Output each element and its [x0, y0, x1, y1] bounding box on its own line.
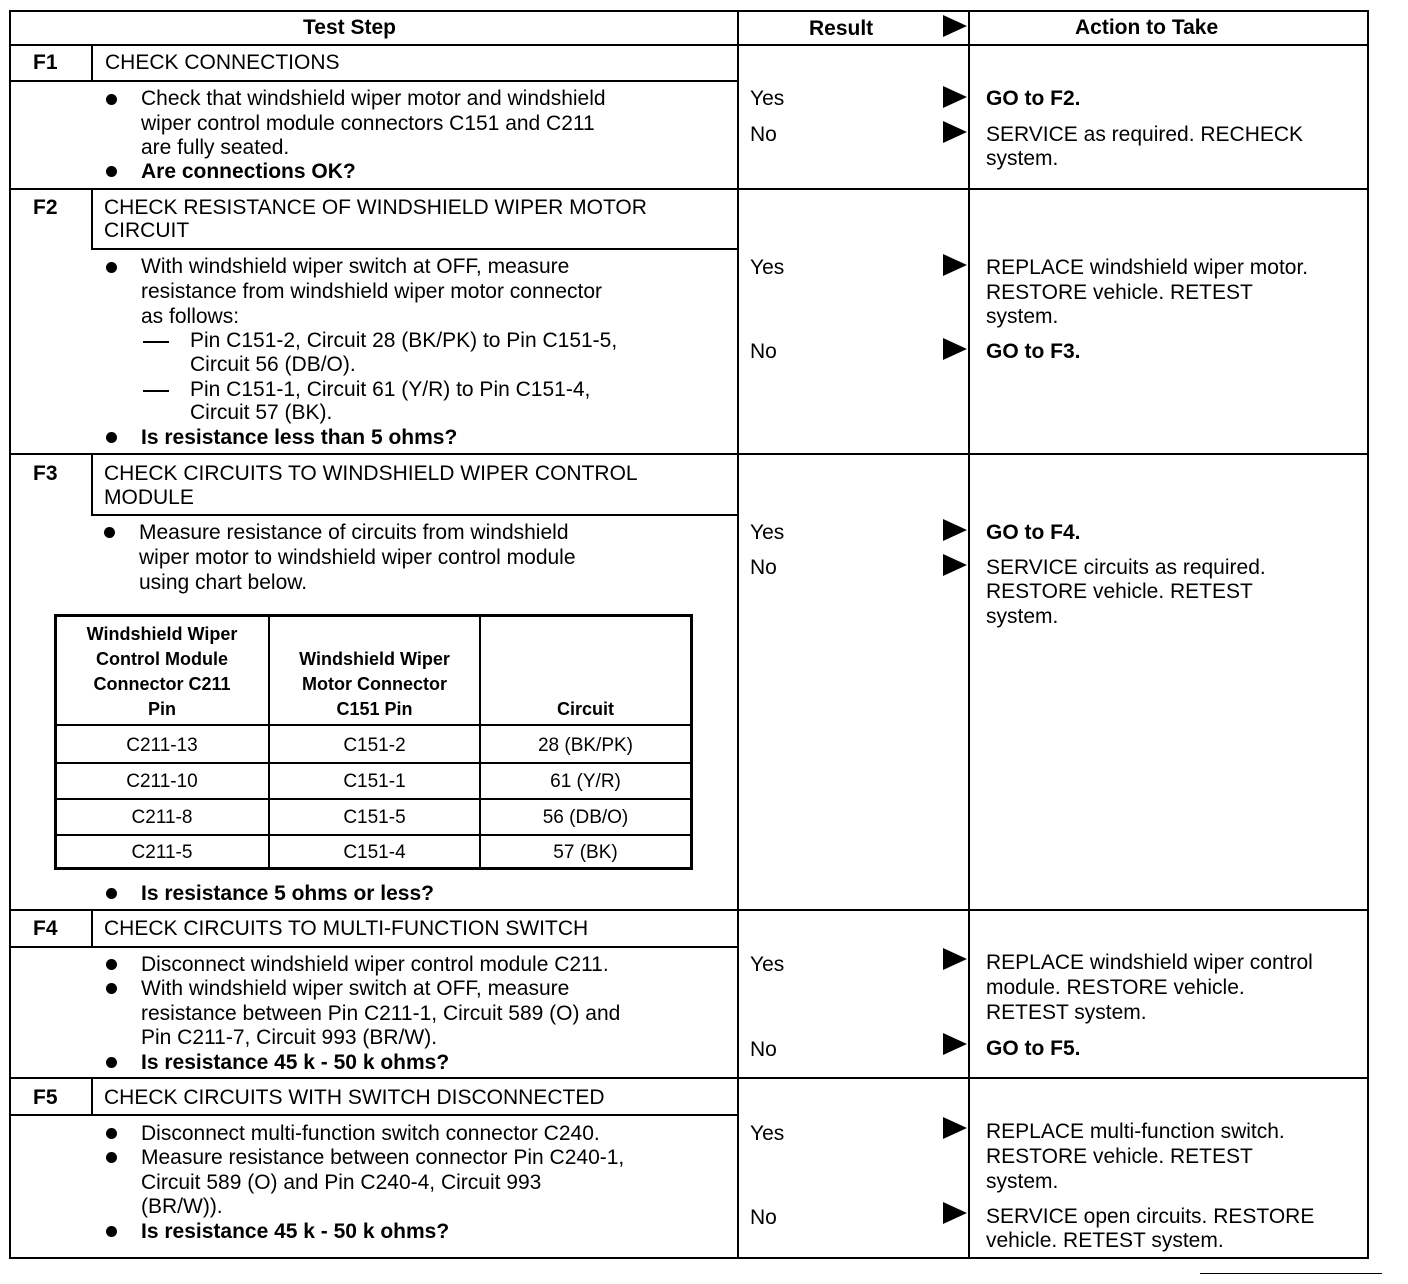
step-body-line: resistance between Pin C211-1, Circuit 589 (O) and — [141, 1002, 621, 1025]
header-test-step: Test Step — [303, 16, 396, 39]
bullet-icon — [106, 959, 117, 970]
dash-icon — [143, 390, 169, 392]
table-border — [9, 1257, 1369, 1259]
step-question: Is resistance 45 k - 50 k ohms? — [141, 1051, 450, 1074]
chart-header: Motor Connector — [302, 674, 447, 694]
action-text: SERVICE as required. RECHECK — [986, 123, 1304, 146]
step-question: Is resistance 5 ohms or less? — [141, 882, 434, 905]
step-body-line: Circuit 589 (O) and Pin C240-4, Circuit 993 — [141, 1171, 542, 1194]
step-body-line: Measure resistance between connector Pin C240-1, — [141, 1146, 625, 1169]
step-body-line: Pin C211-7, Circuit 993 (BR/W). — [141, 1026, 438, 1049]
result-arrow-icon — [943, 1033, 967, 1055]
table-border — [9, 10, 11, 1259]
action-text: system. — [986, 1170, 1059, 1193]
action-text: RETEST system. — [986, 1001, 1147, 1024]
result-arrow-icon — [943, 1117, 967, 1139]
bullet-icon — [106, 432, 117, 443]
step-body-line: Pin C151-1, Circuit 61 (Y/R) to Pin C151-4, — [190, 378, 591, 401]
step-title-f1: CHECK CONNECTIONS — [105, 51, 340, 74]
chart-header: Circuit — [556, 699, 614, 719]
step-body-line: Circuit 57 (BK). — [190, 401, 333, 424]
result-arrow-icon — [943, 948, 967, 970]
bullet-icon — [106, 166, 117, 177]
action-text: SERVICE circuits as required. — [986, 556, 1266, 579]
row-divider — [9, 1077, 1369, 1079]
chart-cell: C151-5 — [343, 807, 406, 828]
row-divider — [9, 188, 1369, 190]
result-no: No — [750, 123, 777, 146]
chart-cell: 56 (DB/O) — [542, 807, 629, 828]
step-id-f4: F4 — [33, 917, 58, 940]
step-body-line: (BR/W)). — [141, 1195, 223, 1218]
step-title-f2: CHECK RESISTANCE OF WINDSHIELD WIPER MOTOR — [104, 196, 647, 219]
header-action: Action to Take — [1075, 16, 1219, 39]
chart-header: C151 Pin — [336, 699, 413, 719]
result-no: No — [750, 556, 777, 579]
chart-cell: C151-1 — [343, 771, 406, 792]
chart-cell: C211-10 — [126, 771, 198, 792]
action-text: system. — [986, 147, 1059, 170]
step-id-f2: F2 — [33, 196, 58, 219]
step-body-line: wiper motor to windshield wiper control module — [139, 546, 576, 569]
action-text: RESTORE vehicle. RETEST — [986, 580, 1253, 603]
step-body-line: wiper control module connectors C151 and C211 — [141, 112, 595, 135]
step-title-f2: CIRCUIT — [104, 219, 190, 242]
table-border — [1200, 1273, 1382, 1274]
bullet-icon — [106, 94, 117, 105]
action-text: REPLACE windshield wiper control — [986, 951, 1313, 974]
bullet-icon — [106, 1057, 117, 1068]
step-question: Is resistance 45 k - 50 k ohms? — [141, 1220, 450, 1243]
chart-header: Connector C211 — [93, 674, 231, 694]
chart-cell: C151-2 — [343, 735, 406, 756]
result-arrow-icon — [943, 554, 967, 576]
table-border — [9, 10, 1369, 12]
action-text: GO to F4. — [986, 521, 1081, 544]
step-body-line: Disconnect windshield wiper control module C211. — [141, 953, 609, 976]
bullet-icon — [106, 888, 117, 899]
action-text: RESTORE vehicle. RETEST — [986, 1145, 1253, 1168]
result-yes: Yes — [750, 953, 785, 976]
chart-cell: 28 (BK/PK) — [537, 735, 634, 756]
step-title-f4: CHECK CIRCUITS TO MULTI-FUNCTION SWITCH — [104, 917, 589, 940]
step-body-line: Pin C151-2, Circuit 28 (BK/PK) to Pin C151-5, — [190, 329, 618, 352]
dash-icon — [143, 341, 169, 343]
result-arrow-icon — [943, 254, 967, 276]
step-body-line: Check that windshield wiper motor and windshield — [141, 87, 606, 110]
result-arrow-icon — [943, 121, 967, 143]
bullet-icon — [106, 983, 117, 994]
chart-cell: C211-13 — [126, 735, 198, 756]
action-text: REPLACE windshield wiper motor. — [986, 256, 1309, 279]
action-text: vehicle. RETEST system. — [986, 1229, 1224, 1252]
step-body-line: using chart below. — [139, 571, 308, 594]
row-divider — [9, 909, 1369, 911]
result-arrow-icon — [943, 86, 967, 108]
chart-cell: 61 (Y/R) — [550, 771, 621, 792]
action-text: system. — [986, 305, 1059, 328]
result-arrow-icon — [943, 1202, 967, 1224]
action-text: GO to F2. — [986, 87, 1081, 110]
chart-cell: 57 (BK) — [553, 842, 618, 863]
action-text: SERVICE open circuits. RESTORE — [986, 1205, 1315, 1228]
step-body-line: With windshield wiper switch at OFF, measure — [141, 977, 570, 1000]
header-result: Result — [809, 17, 874, 40]
step-title-f3: CHECK CIRCUITS TO WINDSHIELD WIPER CONTROL — [104, 462, 638, 485]
result-no: No — [750, 1206, 777, 1229]
result-arrow-icon — [943, 519, 967, 541]
header-arrow-icon — [943, 15, 967, 37]
result-yes: Yes — [750, 1122, 785, 1145]
column-divider — [737, 10, 739, 1259]
step-body-line: are fully seated. — [141, 136, 290, 159]
step-title-f5: CHECK CIRCUITS WITH SWITCH DISCONNECTED — [104, 1086, 605, 1109]
step-body-line: Disconnect multi-function switch connector C240. — [141, 1122, 600, 1145]
action-text: module. RESTORE vehicle. — [986, 976, 1245, 999]
bullet-icon — [106, 1152, 117, 1163]
step-id-f5: F5 — [33, 1086, 58, 1109]
result-yes: Yes — [750, 256, 785, 279]
result-arrow-icon — [943, 338, 967, 360]
action-text: GO to F5. — [986, 1037, 1081, 1060]
chart-header: Windshield Wiper — [299, 649, 450, 669]
result-no: No — [750, 1038, 777, 1061]
bullet-icon — [106, 262, 117, 273]
chart-header: Pin — [147, 699, 176, 719]
bullet-icon — [106, 1128, 117, 1139]
chart-cell: C151-4 — [343, 842, 406, 863]
chart-cell: C211-8 — [131, 807, 193, 828]
step-title-f3: MODULE — [104, 486, 194, 509]
result-yes: Yes — [750, 521, 785, 544]
action-text: GO to F3. — [986, 340, 1081, 363]
action-text: system. — [986, 605, 1059, 628]
step-id-f1: F1 — [33, 51, 58, 74]
step-body-line: Measure resistance of circuits from windshield — [139, 521, 569, 544]
step-body-line: as follows: — [141, 305, 240, 328]
step-body-line: Circuit 56 (DB/O). — [190, 353, 356, 376]
chart-cell: C211-5 — [131, 842, 193, 863]
action-text: REPLACE multi-function switch. — [986, 1120, 1285, 1143]
row-divider — [9, 453, 1369, 455]
step-id-f3: F3 — [33, 462, 58, 485]
step-question: Is resistance less than 5 ohms? — [141, 426, 458, 449]
step-body-line: resistance from windshield wiper motor connector — [141, 280, 603, 303]
table-border — [9, 44, 1369, 46]
chart-header: Control Module — [96, 649, 228, 669]
column-divider — [968, 10, 970, 1259]
action-text: RESTORE vehicle. RETEST — [986, 281, 1253, 304]
bullet-icon — [106, 1226, 117, 1237]
result-yes: Yes — [750, 87, 785, 110]
chart-header: Windshield Wiper — [86, 624, 238, 644]
step-question: Are connections OK? — [141, 160, 356, 183]
table-border — [1367, 10, 1369, 1259]
step-body-line: With windshield wiper switch at OFF, measure — [141, 255, 570, 278]
result-no: No — [750, 340, 777, 363]
bullet-icon — [104, 527, 115, 538]
